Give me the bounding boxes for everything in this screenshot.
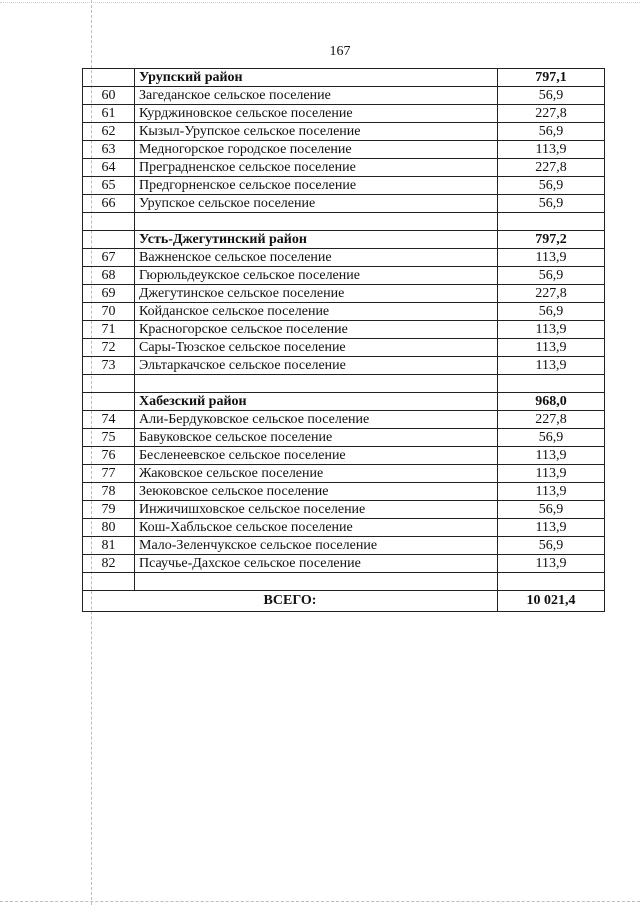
row-number: 74 bbox=[83, 411, 135, 429]
table-row bbox=[83, 123, 605, 141]
settlement-value: 227,8 bbox=[498, 105, 605, 123]
row-number: 69 bbox=[83, 285, 135, 303]
empty-cell bbox=[83, 375, 135, 393]
settlement-value: 113,9 bbox=[498, 465, 605, 483]
settlement-name: Кош-Хабльское сельское поселение bbox=[135, 519, 498, 537]
settlement-name: Али-Бердуковское сельское поселение bbox=[135, 411, 498, 429]
settlement-name: Инжичишховское сельское поселение bbox=[135, 501, 498, 519]
empty-cell bbox=[135, 573, 498, 591]
row-number: 71 bbox=[83, 321, 135, 339]
table-row bbox=[83, 555, 605, 573]
empty-cell bbox=[83, 69, 135, 87]
settlement-name: Койданское сельское поселение bbox=[135, 303, 498, 321]
table-row bbox=[83, 465, 605, 483]
row-number: 76 bbox=[83, 447, 135, 465]
settlement-name: Преградненское сельское поселение bbox=[135, 159, 498, 177]
district-total: 797,2 bbox=[498, 231, 605, 249]
district-total: 797,1 bbox=[498, 69, 605, 87]
row-number: 72 bbox=[83, 339, 135, 357]
settlement-name: Сары-Тюзское сельское поселение bbox=[135, 339, 498, 357]
table-row bbox=[83, 429, 605, 447]
settlement-value: 113,9 bbox=[498, 141, 605, 159]
district-header-row bbox=[83, 393, 605, 411]
table-row bbox=[83, 159, 605, 177]
settlement-value: 113,9 bbox=[498, 447, 605, 465]
settlements-table bbox=[82, 68, 605, 612]
empty-cell bbox=[498, 213, 605, 231]
spacer-row bbox=[83, 573, 605, 591]
row-number: 81 bbox=[83, 537, 135, 555]
settlement-name: Медногорское городское поселение bbox=[135, 141, 498, 159]
table-row bbox=[83, 357, 605, 375]
table-row bbox=[83, 411, 605, 429]
table-row bbox=[83, 303, 605, 321]
settlement-name: Мало-Зеленчукское сельское поселение bbox=[135, 537, 498, 555]
settlement-value: 56,9 bbox=[498, 177, 605, 195]
row-number: 62 bbox=[83, 123, 135, 141]
grand-total-row bbox=[83, 591, 605, 612]
empty-cell bbox=[498, 573, 605, 591]
settlement-name: Урупское сельское поселение bbox=[135, 195, 498, 213]
settlement-value: 56,9 bbox=[498, 267, 605, 285]
table-row bbox=[83, 519, 605, 537]
settlement-value: 56,9 bbox=[498, 429, 605, 447]
settlement-value: 113,9 bbox=[498, 321, 605, 339]
settlement-value: 227,8 bbox=[498, 159, 605, 177]
settlement-value: 56,9 bbox=[498, 501, 605, 519]
scan-bottom-edge bbox=[0, 901, 640, 902]
table-row bbox=[83, 537, 605, 555]
row-number: 64 bbox=[83, 159, 135, 177]
table-row bbox=[83, 339, 605, 357]
row-number: 79 bbox=[83, 501, 135, 519]
settlement-value: 56,9 bbox=[498, 87, 605, 105]
empty-cell bbox=[83, 213, 135, 231]
row-number: 77 bbox=[83, 465, 135, 483]
settlement-value: 113,9 bbox=[498, 519, 605, 537]
settlement-value: 56,9 bbox=[498, 123, 605, 141]
table-row bbox=[83, 285, 605, 303]
settlement-value: 113,9 bbox=[498, 483, 605, 501]
row-number: 68 bbox=[83, 267, 135, 285]
district-name: Усть-Джегутинский район bbox=[135, 231, 498, 249]
settlement-name: Важненское сельское поселение bbox=[135, 249, 498, 267]
row-number: 73 bbox=[83, 357, 135, 375]
empty-cell bbox=[498, 375, 605, 393]
table-row bbox=[83, 321, 605, 339]
table-row bbox=[83, 87, 605, 105]
settlement-name: Джегутинское сельское поселение bbox=[135, 285, 498, 303]
row-number: 70 bbox=[83, 303, 135, 321]
settlement-name: Бесленеевское сельское поселение bbox=[135, 447, 498, 465]
settlement-name: Загеданское сельское поселение bbox=[135, 87, 498, 105]
table-row bbox=[83, 177, 605, 195]
grand-total-label: ВСЕГО: bbox=[83, 591, 498, 612]
settlement-name: Жаковское сельское поселение bbox=[135, 465, 498, 483]
table-row bbox=[83, 501, 605, 519]
settlement-name: Гюрюльдеукское сельское поселение bbox=[135, 267, 498, 285]
settlement-name: Красногорское сельское поселение bbox=[135, 321, 498, 339]
row-number: 75 bbox=[83, 429, 135, 447]
settlement-name: Бавуковское сельское поселение bbox=[135, 429, 498, 447]
settlement-name: Курджиновское сельское поселение bbox=[135, 105, 498, 123]
row-number: 82 bbox=[83, 555, 135, 573]
table-row bbox=[83, 249, 605, 267]
settlement-value: 56,9 bbox=[498, 537, 605, 555]
district-header-row bbox=[83, 69, 605, 87]
settlement-name: Предгорненское сельское поселение bbox=[135, 177, 498, 195]
settlement-value: 113,9 bbox=[498, 339, 605, 357]
row-number: 63 bbox=[83, 141, 135, 159]
settlement-name: Псаучье-Дахское сельское поселение bbox=[135, 555, 498, 573]
scan-top-edge bbox=[0, 2, 640, 3]
table-row bbox=[83, 141, 605, 159]
empty-cell bbox=[135, 213, 498, 231]
district-total: 968,0 bbox=[498, 393, 605, 411]
settlement-name: Кызыл-Урупское сельское поселение bbox=[135, 123, 498, 141]
row-number: 60 bbox=[83, 87, 135, 105]
grand-total-value: 10 021,4 bbox=[498, 591, 605, 612]
district-name: Урупский район bbox=[135, 69, 498, 87]
settlement-value: 113,9 bbox=[498, 357, 605, 375]
settlement-value: 113,9 bbox=[498, 555, 605, 573]
settlement-value: 56,9 bbox=[498, 195, 605, 213]
row-number: 80 bbox=[83, 519, 135, 537]
empty-cell bbox=[135, 375, 498, 393]
row-number: 66 bbox=[83, 195, 135, 213]
spacer-row bbox=[83, 375, 605, 393]
empty-cell bbox=[83, 231, 135, 249]
settlements-table-body bbox=[83, 69, 605, 612]
row-number: 65 bbox=[83, 177, 135, 195]
empty-cell bbox=[83, 393, 135, 411]
settlement-value: 227,8 bbox=[498, 411, 605, 429]
district-name: Хабезский район bbox=[135, 393, 498, 411]
row-number: 67 bbox=[83, 249, 135, 267]
row-number: 78 bbox=[83, 483, 135, 501]
settlement-value: 113,9 bbox=[498, 249, 605, 267]
empty-cell bbox=[83, 573, 135, 591]
table-row bbox=[83, 267, 605, 285]
page-number: 167 bbox=[329, 44, 351, 59]
table-row bbox=[83, 105, 605, 123]
table-row bbox=[83, 483, 605, 501]
settlement-name: Зеюковское сельское поселение bbox=[135, 483, 498, 501]
settlement-name: Эльтаркачское сельское поселение bbox=[135, 357, 498, 375]
table-row bbox=[83, 447, 605, 465]
row-number: 61 bbox=[83, 105, 135, 123]
district-header-row bbox=[83, 231, 605, 249]
settlement-value: 227,8 bbox=[498, 285, 605, 303]
settlement-value: 56,9 bbox=[498, 303, 605, 321]
table-row bbox=[83, 195, 605, 213]
spacer-row bbox=[83, 213, 605, 231]
